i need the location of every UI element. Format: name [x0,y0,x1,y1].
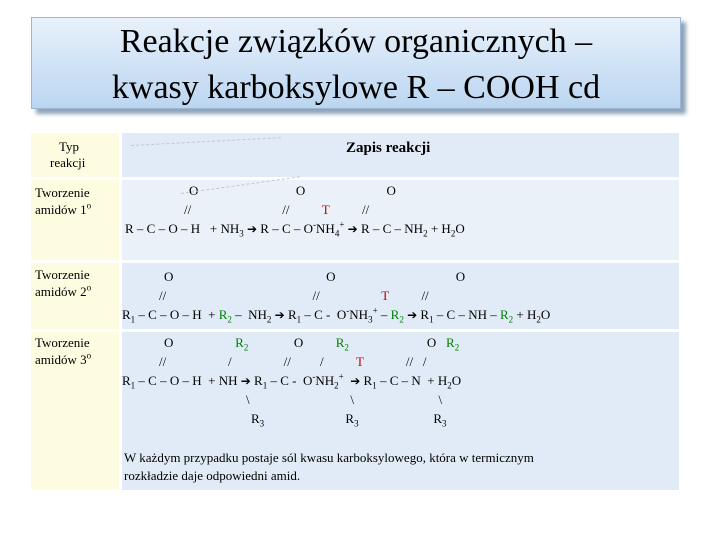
row2-formula-line-1: O O O [164,269,466,284]
row3-formula-line-2: // / // / T // / [159,354,427,369]
row2-formula-line-3: $R_1 - C - O - H + R_2 - NH_2$ ➔ $R_1$ – C - $O^-NH_3^+ - R_2$ ➔ $R_1$ – C – NH – $R_2 + H_2O$ [122,305,551,325]
summary-note [124,449,534,485]
row1-formula-line-1: O O O [189,183,396,198]
row1-formula-cell [122,180,679,260]
header-type-cell [31,133,119,177]
header-record-cell [122,133,679,177]
row3-formula-line-4: \ \ \ [246,392,443,407]
row3-formula-line-1: O $R_2$ O $R_2$ O $R_2$ [164,335,460,353]
header-type-line-2: reakcji [50,155,86,170]
title-line-2: kwasy karboksylowe R – COOH cd [111,69,601,106]
row1-label-2: amidów 1$^o$ [35,200,92,217]
row1-label-1: Tworzenie [35,185,90,200]
header-record: Zapis reakcji [346,140,431,156]
row2-label-2: amidów 2$^o$ [35,282,92,299]
title-box [31,17,681,109]
row1-label-cell [31,180,119,260]
row3-formula-cell [122,332,679,490]
header-type-line-1: Typ [59,139,80,154]
row1-formula-line-2: // // T // [184,202,370,217]
row3-formula-line-5: $R_3$ $R_3$ $R_3$ [251,411,447,429]
row3-label-cell [31,332,119,490]
row3-formula-line-3: $R_1$ – C – O – H + NH ➔ $R_1$ – C - $O^-NH_2^+$ ➔ $R_1 - C - N + H_2O$ [122,371,462,391]
row2-label-cell [31,263,119,329]
row2-formula-cell [122,263,679,329]
title-line-1: Reakcje związków organicznych – [119,23,593,60]
row2-label-1: Tworzenie [35,267,90,282]
summary-note-line-2: rozkładzie daje odpowiedni amid. [124,468,301,483]
row3-label-1: Tworzenie [35,335,90,350]
row2-formula-line-2: // // T // [159,288,429,303]
reactions-table [31,133,679,490]
row1-formula-line-3: $R - C - O - H + NH_3$ ➔ R – C – $O^-NH_4^+$ ➔ $R - C - NH_2 + H_2O$ [125,219,465,239]
row3-label-2: amidów 3$^o$ [35,350,92,367]
summary-note-line-1: W każdym przypadku postaje sól kwasu karboksylowego, która w termicznym [124,450,534,465]
